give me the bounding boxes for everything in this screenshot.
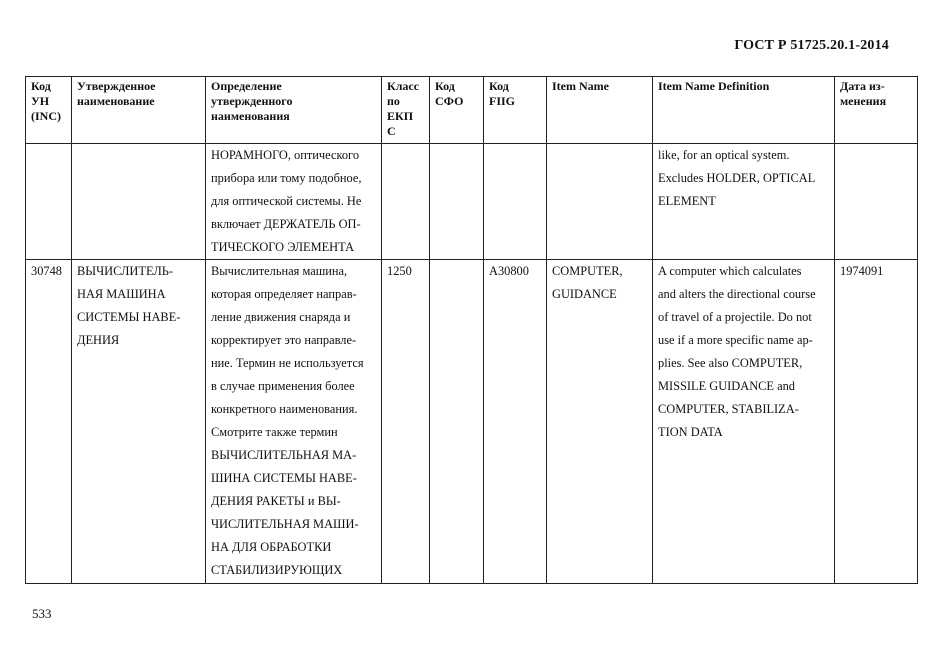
cell-item-name-definition: A computer which calculates and alters the directional course of travel of a projectile. Do not use if a more specific name ap- plies. See also COMPUTER, MISSILE GUIDANCE and COMPUTER, STABILIZA- TION DATA: [653, 260, 835, 584]
cell-ekps-class: [382, 144, 430, 260]
page-number: 533: [32, 606, 52, 621]
cell-change-date: 1974091: [835, 260, 918, 584]
cell-sfo-code: [430, 260, 484, 584]
header-sfo-code: Код СФО: [430, 77, 484, 144]
cell-ekps-class: 1250: [382, 260, 430, 584]
cell-definition: Вычислительная машина, которая определяет направ- ление движения снаряда и корректирует это направле- ние. Термин не используется в случае применения более конкретного наименования. Смотрите также термин ВЫЧИСЛИТЕЛЬНАЯ МА- ШИНА СИСТЕМЫ НАВЕ- ДЕНИЯ РАКЕТЫ и ВЫ- ЧИСЛИТЕЛЬНАЯ МАШИ- НА ДЛЯ ОБРАБОТКИ СТАБИЛИЗИРУЮЩИХ: [206, 260, 382, 584]
header-fiig-code: Код FIIG: [484, 77, 547, 144]
header-approved-name: Утвержденное наименование: [72, 77, 206, 144]
header-ekps-class: Класс по ЕКП С: [382, 77, 430, 144]
document-code: ГОСТ Р 51725.20.1-2014: [734, 38, 889, 53]
header-item-name-definition: Item Name Definition: [653, 77, 835, 144]
table-row: [26, 260, 918, 584]
cell-approved-name: ВЫЧИСЛИТЕЛЬ- НАЯ МАШИНА СИСТЕМЫ НАВЕ- ДЕНИЯ: [72, 260, 206, 584]
cell-item-name: [547, 144, 653, 260]
nomenclature-table: [25, 76, 918, 584]
table-row: [26, 144, 918, 260]
table-header-row: [26, 77, 918, 144]
cell-sfo-code: [430, 144, 484, 260]
cell-change-date: [835, 144, 918, 260]
header-change-date: Дата из- менения: [835, 77, 918, 144]
cell-inc: [26, 144, 72, 260]
header-inc: Код УН (INC): [26, 77, 72, 144]
cell-approved-name: [72, 144, 206, 260]
cell-inc: 30748: [26, 260, 72, 584]
cell-definition: НОРАМНОГО, оптического прибора или тому подобное, для оптической системы. Не включает ДЕРЖАТЕЛЬ ОП- ТИЧЕСКОГО ЭЛЕМЕНТА: [206, 144, 382, 260]
cell-fiig-code: A30800: [484, 260, 547, 584]
cell-item-name-definition: like, for an optical system. Excludes HOLDER, OPTICAL ELEMENT: [653, 144, 835, 260]
cell-item-name: COMPUTER, GUIDANCE: [547, 260, 653, 584]
header-item-name: Item Name: [547, 77, 653, 144]
cell-fiig-code: [484, 144, 547, 260]
header-definition: Определение утвержденного наименования: [206, 77, 382, 144]
